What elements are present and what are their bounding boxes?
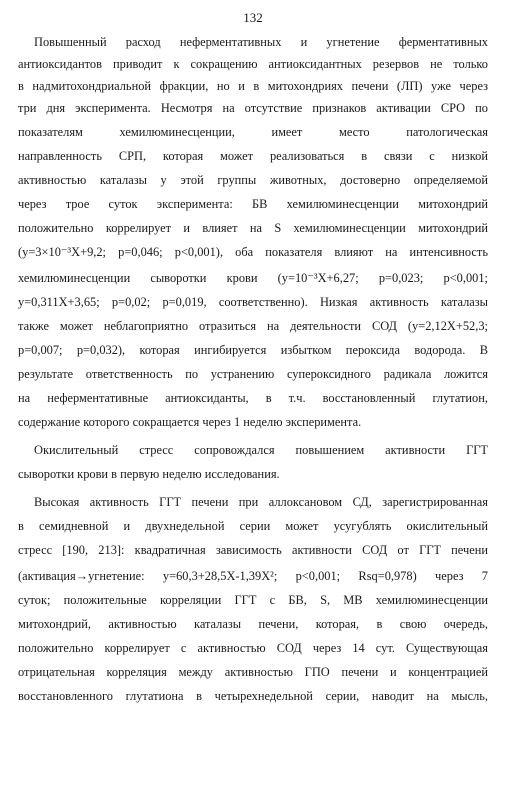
text-line: восстановленного глутатиона в четырехнедельной серии, наводит на мысль, bbox=[18, 689, 488, 703]
text-line: Повышенный расход неферментативных и угнетение ферментативных bbox=[34, 35, 488, 49]
text-line: p=0,007; p=0,032), которая ингибируется избытком пероксида водорода. В bbox=[18, 343, 488, 357]
text-line: сыворотки крови в первую неделю исследования. bbox=[18, 467, 280, 481]
text-line: отрицательная корреляция между активностью ГПО печени и концентрацией bbox=[18, 665, 488, 679]
text-line: (y=3×10⁻³X+9,2; p=0,046; p<0,001), оба показателя влияют на интенсивность bbox=[18, 245, 488, 259]
text-line: Окислительный стресс сопровождался повышением активности ГГТ bbox=[34, 443, 488, 457]
text-line: в семидневной и двухнедельной серии может усугублять окислительный bbox=[18, 519, 488, 533]
text-line: стресс [190, 213]: квадратичная зависимость активности СОД от ГГТ печени bbox=[18, 543, 488, 557]
text-line: положительно коррелирует с активностью СОД через 14 сут. Существующая bbox=[18, 641, 488, 655]
text-line: направленность СРП, которая может реализоваться в связи с низкой bbox=[18, 149, 488, 163]
text-line: суток; положительные корреляции ГГТ с БВ, S, МВ хемилюминесценции bbox=[18, 593, 488, 607]
page-number: 132 bbox=[243, 10, 263, 25]
text-line: митохондрий, активностью каталазы печени, которая, в свою очередь, bbox=[18, 617, 488, 631]
text-line: содержание которого сокращается через 1 неделю эксперимента. bbox=[18, 415, 362, 429]
text-line: результате ответственность по устранению супероксидного радикала ложится bbox=[18, 367, 488, 381]
text-line: y=0,311X+3,65; p=0,02; p=0,019, соответственно). Низкая активность каталазы bbox=[18, 295, 488, 309]
text-line: активностью каталазы у этой группы животных, достоверно определяемой bbox=[18, 173, 488, 187]
text-line: в надмитохондриальной фракции, но и в митохондриях печени (ЛП) уже через bbox=[18, 79, 488, 93]
text-line: также может неблагоприятно отразиться на деятельности СОД (y=2,12X+52,3; bbox=[18, 319, 488, 333]
text-line: положительно коррелирует и влияет на S хемилюминесценции митохондрий bbox=[18, 221, 488, 235]
text-line: на неферментативные антиоксиданты, в т.ч. восстановленный глутатион, bbox=[18, 391, 488, 405]
text-line: три дня эксперимента. Несмотря на отсутствие признаков активации СРО по bbox=[18, 101, 488, 115]
text-line: Высокая активность ГГТ печени при аллоксановом СД, зарегистрированная bbox=[34, 495, 488, 509]
text-line: показателям хемилюминесценции, имеет место патологическая bbox=[18, 125, 488, 139]
text-line: через трое суток эксперимента: БВ хемилюминесценции митохондрий bbox=[18, 197, 488, 211]
text-line: хемилюминесценции сыворотки крови (y=10⁻³X+6,27; p=0,023; p<0,001; bbox=[18, 271, 488, 285]
text-line: антиоксидантов приводит к сокращению антиоксидантных резервов не только bbox=[18, 57, 488, 71]
text-line: (активация→угнетение: y=60,3+28,5X-1,39X²; p<0,001; Rsq=0,978) через 7 bbox=[18, 569, 488, 583]
